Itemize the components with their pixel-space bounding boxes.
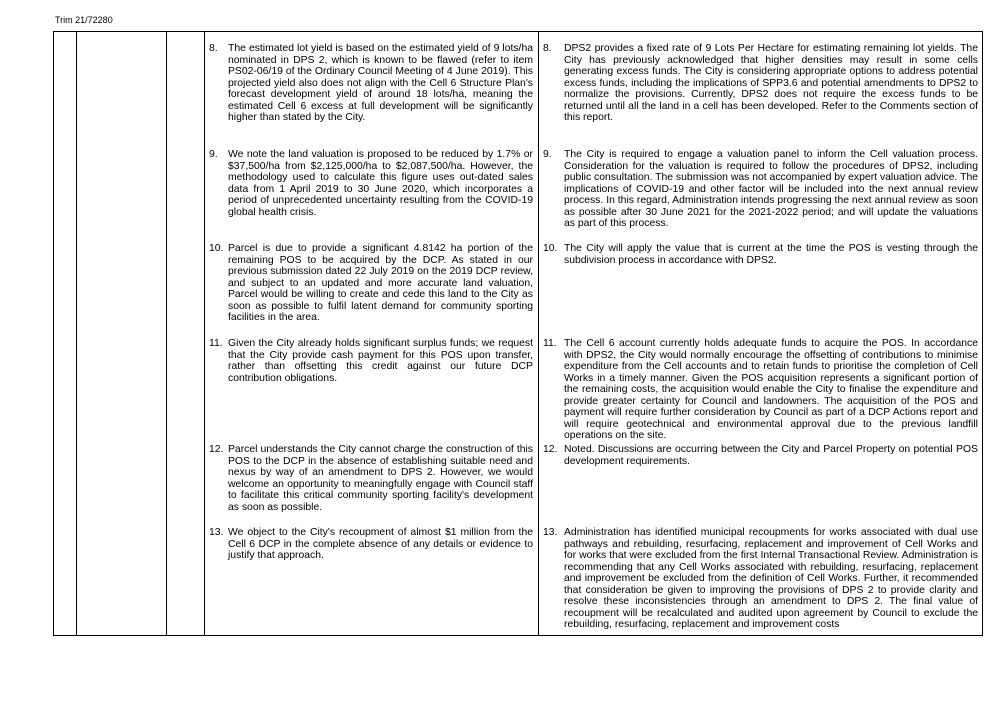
item-number: 12. xyxy=(209,444,224,455)
item-number: 10. xyxy=(543,243,558,254)
item-text: Noted. Discussions are occurring between the City and Parcel Property on potential POS development requirements. xyxy=(564,444,978,467)
column-divider xyxy=(538,32,539,635)
submissions-table xyxy=(53,31,983,636)
item-text: Administration has identified municipal recoupments for works associated with dual use pathways and rebuilding, resurfacing, replacement and improvement of Cell Works and for works that were excluded from the first Internal Transactional Review. Administration is recommending that any Cell Works associated with rebuilding, resurfacing, replacement and improvement be excluded from the definition of Cell Works. Further, it recommended that consideration be given to improving the provisions of DPS 2 to provide clarity and resolve these inconsistencies through an amendment to DPS 2. The final value of recoupment will be recalculated and audited upon agreement by Council to exclude the rebuilding, resurfacing, replacement and improvement costs xyxy=(564,527,978,630)
item-number: 8. xyxy=(543,43,552,54)
response-item xyxy=(543,43,978,124)
submission-item xyxy=(209,527,533,562)
submission-item xyxy=(209,444,533,513)
item-number: 13. xyxy=(209,527,224,538)
item-number: 13. xyxy=(543,527,558,538)
item-text: We note the land valuation is proposed to be reduced by 1.7% or $37,500/ha from $2,125,000/ha to $2,087,500/ha. However, the methodology used to calculate this figure uses out-dated sales data from 1 April 2019 to 30 June 2020, which incorporates a period of unprecedented uncertainty resulting from the COVID-19 global health crisis. xyxy=(228,149,533,218)
item-text: Parcel is due to provide a significant 4.8142 ha portion of the remaining POS to be acquired by the DCP. As stated in our previous submission dated 22 July 2019 on the 2019 DCP review, and subject to an updated and more accurate land valuation, Parcel would be willing to create and cede this land to the City as soon as possible to fulfil latent demand for community sporting facilities in the area. xyxy=(228,243,533,323)
response-item xyxy=(543,338,978,442)
item-number: 12. xyxy=(543,444,558,455)
item-number: 11. xyxy=(543,338,557,349)
item-text: Parcel understands the City cannot charge the construction of this POS to the DCP in the absence of establishing suitable need and nexus by way of an amendment to DPS 2. However, we would welcome an opportunity to meaningfully engage with Council staff to facilitate this critical community sporting facility's development as soon as possible. xyxy=(228,444,533,513)
column-divider xyxy=(76,32,77,635)
submission-item xyxy=(209,243,533,324)
submission-item xyxy=(209,149,533,218)
item-text: The estimated lot yield is based on the estimated yield of 9 lots/ha nominated in DPS 2, which is known to be flawed (refer to item PS02-06/19 of the Ordinary Council Meeting of 4 June 2019). This projected yield also does not align with the Cell 6 Structure Plan's forecast development yield of around 18 lots/ha, meaning the estimated Cell 6 excess at full development will be significantly higher than stated by the City. xyxy=(228,43,533,123)
response-item xyxy=(543,444,978,467)
item-text: Given the City already holds significant surplus funds; we request that the City provide cash payment for this POS upon transfer, rather than offsetting this credit against our future DCP contribution obligations. xyxy=(228,338,533,384)
column-divider xyxy=(204,32,205,635)
item-number: 8. xyxy=(209,43,218,54)
item-text: The Cell 6 account currently holds adequate funds to acquire the POS. In accordance with DPS2, the City would normally encourage the offsetting of contributions to minimise expenditure from the Cell accounts and to retain funds to prioritise the completion of Cell Works in a timely manner. Given the POS acquisition represents a significant portion of the remaining costs, the acquisition would enable the City to finalise the expenditure and provide greater certainty for Council and landowners. The acquisition of the POS and payment will require further consideration by Council as part of a DCP Actions report and will require geotechnical and environmental approval due to the previous landfill operations on the site. xyxy=(564,338,978,441)
item-number: 10. xyxy=(209,243,224,254)
submission-item xyxy=(209,338,533,384)
trim-reference: Trim 21/72280 xyxy=(55,15,113,25)
item-text: We object to the City's recoupment of almost $1 million from the Cell 6 DCP in the complete absence of any details or evidence to justify that approach. xyxy=(228,527,533,561)
item-text: The City is required to engage a valuation panel to inform the Cell valuation process. Consideration for the valuation is required to follow the procedures of DPS2, including public consultation. The submission was not accompanied by expert valuation advice. The implications of COVID-19 and other factor will be included into the next annual review process. In this regard, Administration intends progressing the next annual review as soon as possible after 30 June 2021 for the 2021-2022 period; and will update the valuations as part of this process. xyxy=(564,149,978,229)
item-number: 9. xyxy=(209,149,218,160)
column-divider xyxy=(166,32,167,635)
response-item xyxy=(543,149,978,230)
item-text: The City will apply the value that is current at the time the POS is vesting through the subdivision process in accordance with DPS2. xyxy=(564,243,978,266)
submission-item xyxy=(209,43,533,124)
response-item xyxy=(543,527,978,631)
item-text: DPS2 provides a fixed rate of 9 Lots Per Hectare for estimating remaining lot yields. The City has previously acknowledged that higher densities may result in some cells generating excess funds. The City is considering appropriate options to address potential excess funds, including the implications of SPP3.6 and potential amendments to DPS2 to normalize the provisions. Currently, DPS2 does not require the excess funds to be returned until all the land in a cell has been developed. Refer to the Comments section of this report. xyxy=(564,43,978,123)
item-number: 9. xyxy=(543,149,552,160)
response-item xyxy=(543,243,978,266)
item-number: 11. xyxy=(209,338,223,349)
